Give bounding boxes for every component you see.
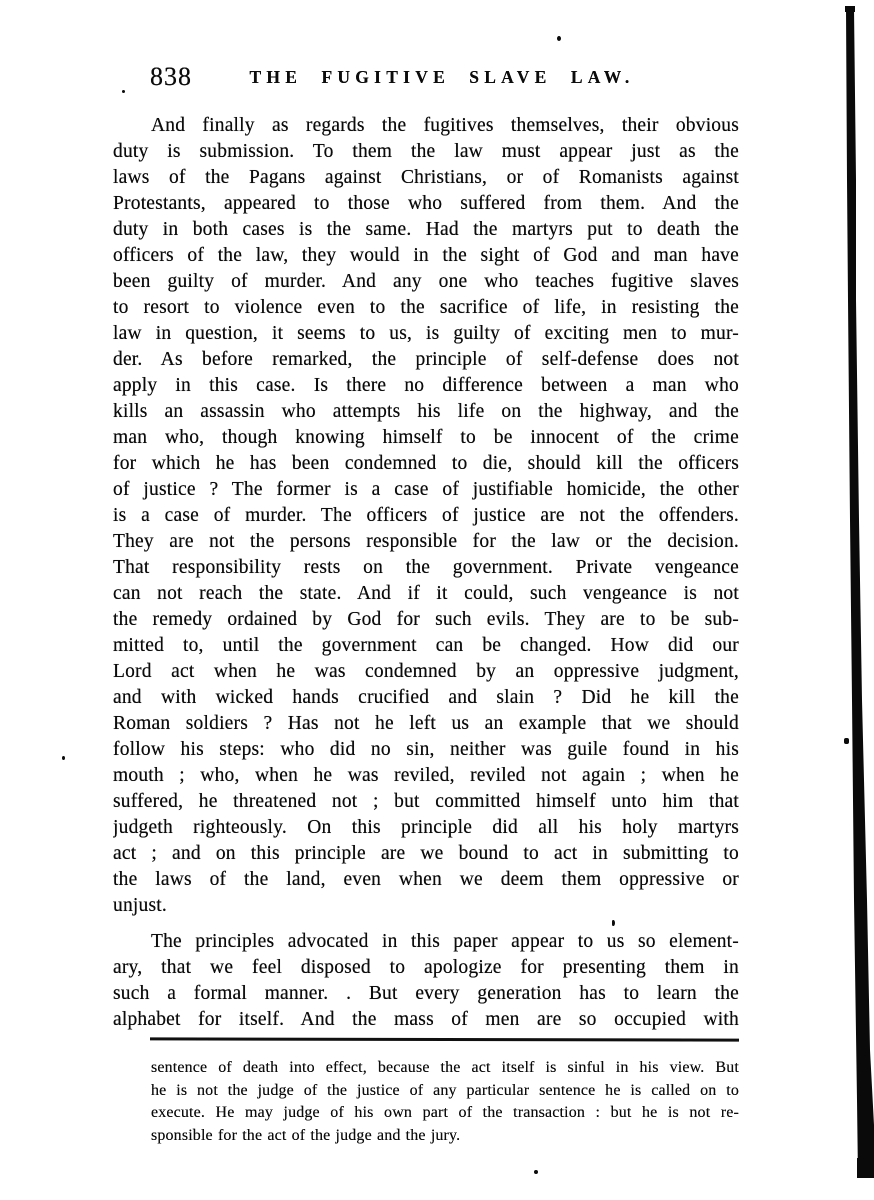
paragraph: [113, 113, 739, 919]
text-line: The principles advocated in this paper appear to us so element-: [151, 931, 739, 952]
text-line: der. As before remarked, the principle of self-defense does not: [113, 349, 739, 370]
page-number: 838: [150, 62, 192, 91]
text-line: kills an assassin who attempts his life on the highway, and the: [113, 401, 739, 422]
text-line: apply in this case. Is there no difference between a man who: [113, 375, 739, 396]
scan-speck: [122, 90, 125, 93]
text-line: law in question, it seems to us, is guilty of exciting men to mur-: [113, 323, 739, 344]
footnote-separator-rule: [150, 1037, 739, 1041]
text-line: sponsible for the act of the judge and the jury.: [151, 1126, 461, 1144]
text-line: such a formal manner. . But every generation has to learn the: [113, 983, 739, 1004]
text-line: execute. He may judge of his own part of the transaction : but he is not re-: [151, 1104, 739, 1122]
body-text: [113, 113, 739, 1033]
scan-speck: [62, 756, 65, 760]
text-line: officers of the law, they would in the sight of God and man have: [113, 245, 739, 266]
text-line: They are not the persons responsible for the law or the decision.: [113, 531, 739, 552]
text-line: And finally as regards the fugitives themselves, their obvious: [151, 115, 739, 136]
text-line: judgeth righteously. On this principle did all his holy martyrs: [113, 817, 739, 838]
text-line: to resort to violence even to the sacrifice of life, in resisting the: [113, 297, 739, 318]
text-line: the laws of the land, even when we deem them oppressive or: [113, 869, 739, 890]
text-line: of justice ? The former is a case of justifiable homicide, the other: [113, 479, 739, 500]
text-line: mitted to, until the government can be changed. How did our: [113, 635, 739, 656]
text-line: can not reach the state. And if it could, such vengeance is not: [113, 583, 739, 604]
text-line: and with wicked hands crucified and slain ? Did he kill the: [113, 687, 739, 708]
scan-speck: [557, 36, 561, 41]
text-line: sentence of death into effect, because the act itself is sinful in his view. But: [151, 1059, 739, 1076]
text-line: Protestants, appeared to those who suffered from them. And the: [113, 193, 739, 214]
text-line: suffered, he threatened not ; but committed himself unto him that: [113, 791, 739, 812]
scan-speck: [844, 738, 849, 744]
scan-speck: [534, 1170, 538, 1174]
footnote-text: [151, 1057, 739, 1147]
text-line: is a case of murder. The officers of justice are not the offenders.: [113, 505, 739, 526]
text-line: follow his steps: who did no sin, neither was guile found in his: [113, 739, 739, 760]
paragraph: [113, 929, 739, 1033]
text-line: unjust.: [113, 895, 167, 916]
text-line: for which he has been condemned to die, should kill the officers: [113, 453, 739, 474]
text-line: alphabet for itself. And the mass of men are so occupied with: [113, 1009, 739, 1030]
text-line: he is not the judge of the justice of any particular sentence he is called on to: [151, 1081, 739, 1099]
running-title: THE FUGITIVE SLAVE LAW.: [249, 67, 635, 87]
text-line: mouth ; who, when he was reviled, reviled not again ; when he: [113, 765, 739, 786]
scan-speck: [612, 920, 615, 926]
text-line: duty in both cases is the same. Had the martyrs put to death the: [113, 219, 739, 240]
text-line: laws of the Pagans against Christians, or of Romanists against: [113, 167, 739, 188]
text-line: That responsibility rests on the government. Private vengeance: [113, 557, 739, 578]
text-line: man who, though knowing himself to be innocent of the crime: [113, 427, 739, 448]
text-line: Lord act when he was condemned by an oppressive judgment,: [113, 661, 739, 682]
text-line: act ; and on this principle are we bound to act in submitting to: [113, 843, 739, 864]
text-line: the remedy ordained by God for such evils. They are to be sub-: [113, 609, 739, 630]
text-line: Roman soldiers ? Has not he left us an example that we should: [113, 713, 739, 734]
text-line: been guilty of murder. And any one who teaches fugitive slaves: [113, 271, 739, 292]
text-line: duty is submission. To them the law must appear just as the: [113, 141, 739, 162]
text-line: ary, that we feel disposed to apologize for presenting them in: [113, 957, 739, 978]
